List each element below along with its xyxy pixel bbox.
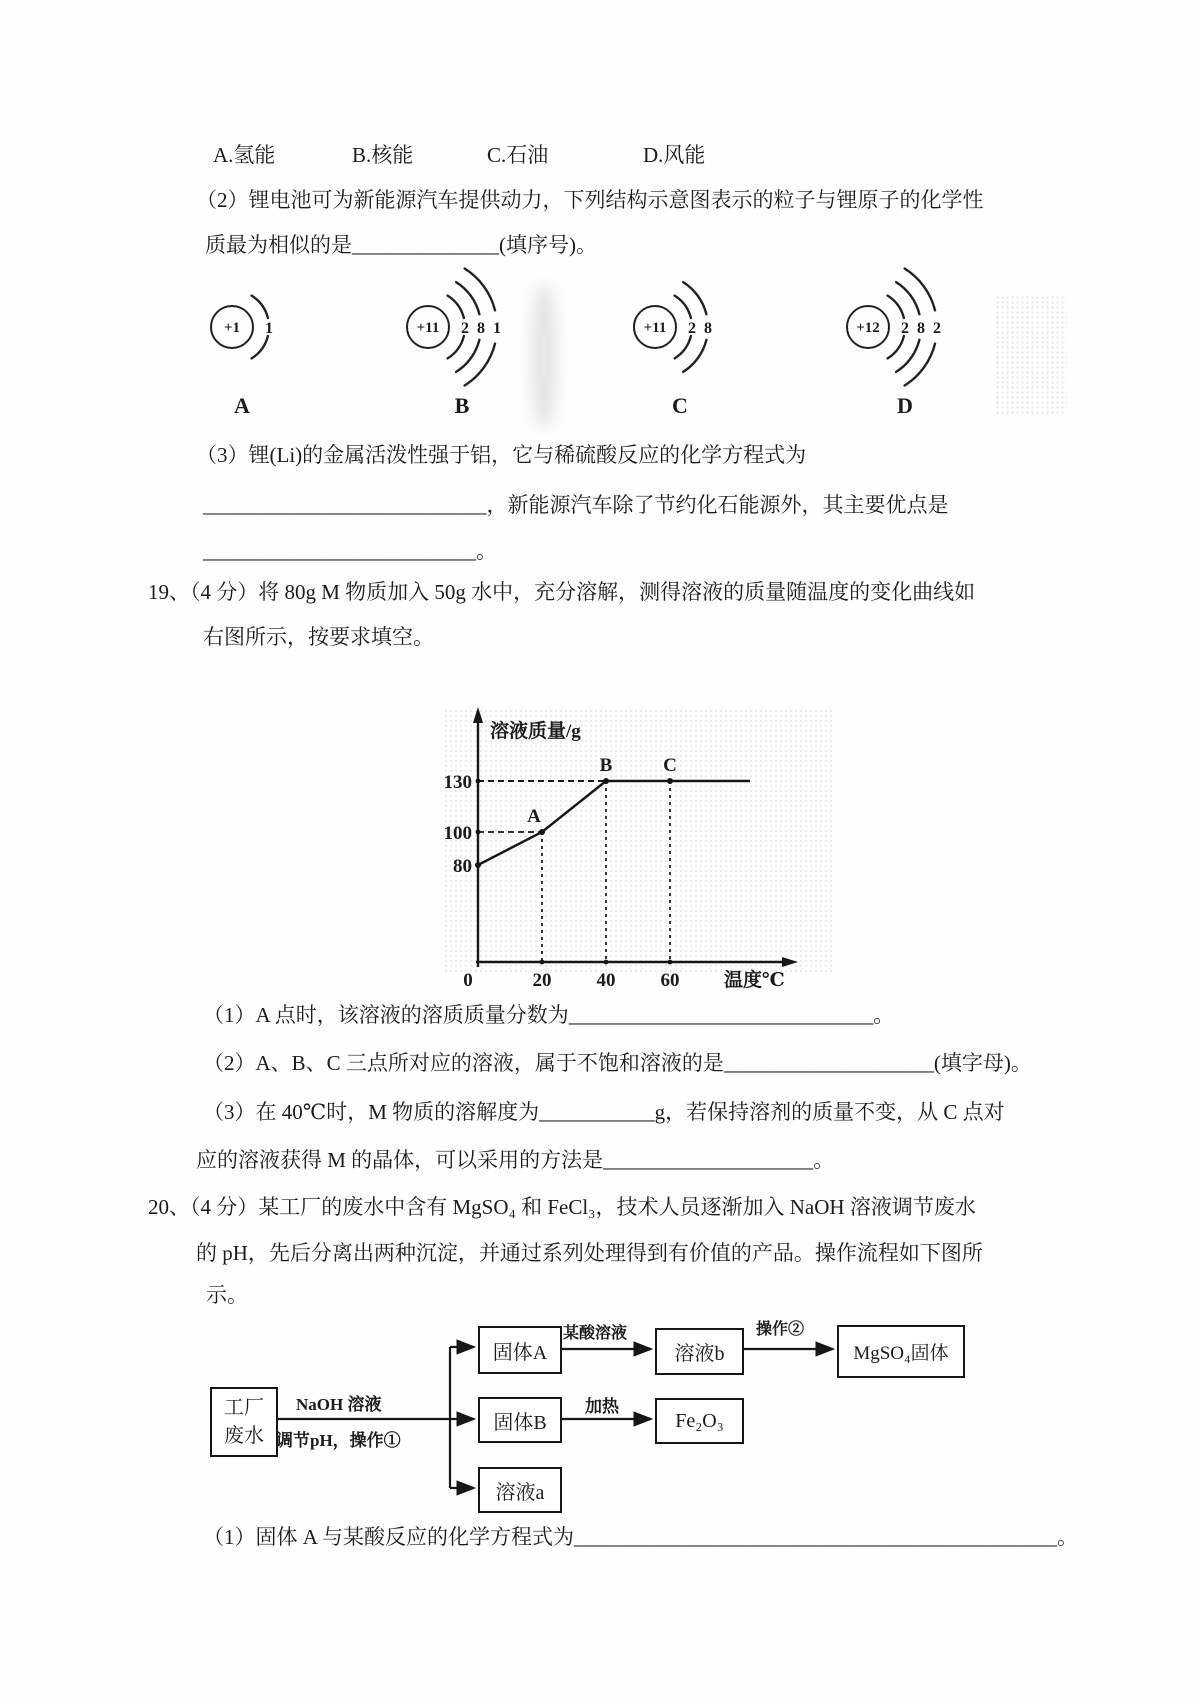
q20-stem-line3: 示。 bbox=[206, 1283, 248, 1307]
flow-box-solution-a: 溶液a bbox=[478, 1467, 562, 1513]
option-a: A.氢能 bbox=[213, 143, 276, 167]
svg-text:100: 100 bbox=[443, 823, 472, 844]
flow-label-heat: 加热 bbox=[585, 1397, 619, 1416]
svg-text:2: 2 bbox=[933, 320, 941, 337]
solution-mass-graph-canvas bbox=[430, 655, 840, 995]
flow-box-factory-wastewater bbox=[210, 1387, 278, 1457]
flow-label-adjust-ph: 调节pH，操作① bbox=[276, 1431, 401, 1450]
svg-text:+1: +1 bbox=[223, 320, 241, 336]
q20-stem-line1: 20、（4 分）某工厂的废水中含有 MgSO₄ 和 FeCl₃，技术人员逐渐加入 NaOH 溶液调节废水 bbox=[148, 1195, 976, 1219]
flow-label-naoh: NaOH 溶液 bbox=[296, 1395, 382, 1414]
q18-part3-line2: ___________________________，新能源汽车除了节约化石能源外，其主要优点是 bbox=[203, 493, 949, 517]
svg-text:D: D bbox=[897, 393, 913, 418]
svg-text:2: 2 bbox=[461, 320, 469, 337]
svg-text:C: C bbox=[672, 393, 688, 418]
svg-text:1: 1 bbox=[265, 320, 273, 337]
svg-text:溶液质量/g: 溶液质量/g bbox=[490, 721, 581, 742]
svg-text:1: 1 bbox=[493, 320, 501, 337]
flow-box-mgso4-product: MgSO₄固体 bbox=[837, 1325, 965, 1378]
q19-stem-line2: 右图所示，按要求填空。 bbox=[203, 625, 434, 649]
svg-text:130: 130 bbox=[443, 772, 472, 793]
flow-label-acid: 某酸溶液 bbox=[563, 1325, 628, 1342]
svg-text:A: A bbox=[234, 393, 250, 418]
q20-sub1: （1）固体 A 与某酸反应的化学方程式为______________________________________________。 bbox=[203, 1525, 1079, 1549]
flow-box-solid-a: 固体A bbox=[478, 1326, 562, 1374]
svg-text:B: B bbox=[599, 755, 613, 776]
scan-artifact bbox=[531, 282, 557, 430]
q20-stem-line2: 的 pH，先后分离出两种沉淀，并通过系列处理得到有价值的产品。操作流程如下图所 bbox=[196, 1241, 983, 1265]
factory-line2: 废水 bbox=[224, 1425, 264, 1447]
q19-sub3-line1: （3）在 40℃时，M 物质的溶解度为___________g，若保持溶剂的质量不变，从 C 点对 bbox=[203, 1100, 1005, 1124]
svg-text:2: 2 bbox=[901, 320, 909, 337]
q18-part3-line1: （3）锂(Li)的金属活泼性强于铝，它与稀硫酸反应的化学方程式为 bbox=[196, 443, 807, 467]
q18-part3-line3: __________________________。 bbox=[203, 539, 497, 563]
atomic-structure-diagrams bbox=[190, 255, 1000, 423]
svg-text:0: 0 bbox=[463, 970, 473, 991]
svg-text:20: 20 bbox=[532, 970, 552, 991]
option-b: B.核能 bbox=[352, 143, 414, 167]
scan-artifact bbox=[995, 295, 1067, 415]
flow-box-solid-b: 固体B bbox=[478, 1397, 562, 1443]
flow-box-solution-b: 溶液b bbox=[655, 1328, 744, 1375]
svg-text:8: 8 bbox=[704, 320, 712, 337]
q19-stem-line1: 19、（4 分）将 80g M 物质加入 50g 水中，充分溶解，测得溶液的质量随温度的变化曲线如 bbox=[148, 580, 976, 604]
svg-text:8: 8 bbox=[477, 320, 485, 337]
q18-part2-line1: （2）锂电池可为新能源汽车提供动力，下列结构示意图表示的粒子与锂原子的化学性 bbox=[196, 188, 984, 212]
svg-text:A: A bbox=[527, 806, 541, 827]
svg-text:40: 40 bbox=[596, 970, 616, 991]
svg-text:60: 60 bbox=[660, 970, 680, 991]
q19-sub2: （2）A、B、C 三点所对应的溶液，属于不饱和溶液的是____________________(填字母)。 bbox=[203, 1051, 1032, 1075]
svg-text:C: C bbox=[663, 755, 677, 776]
svg-text:B: B bbox=[454, 393, 470, 418]
svg-text:+11: +11 bbox=[643, 320, 667, 336]
option-c: C.石油 bbox=[487, 143, 549, 167]
option-d: D.风能 bbox=[643, 143, 706, 167]
q18-part2-line2: 质最为相似的是______________(填序号)。 bbox=[205, 233, 597, 257]
flow-box-fe2o3: Fe₂O₃ bbox=[655, 1398, 744, 1444]
svg-text:温度℃: 温度℃ bbox=[724, 970, 785, 991]
flow-label-op2: 操作② bbox=[756, 1321, 805, 1338]
svg-text:80: 80 bbox=[453, 856, 472, 877]
solution-mass-graph bbox=[430, 655, 840, 995]
q19-sub1: （1）A 点时，该溶液的溶质质量分数为_____________________________。 bbox=[203, 1003, 895, 1027]
svg-text:2: 2 bbox=[688, 320, 696, 337]
svg-text:+12: +12 bbox=[856, 320, 880, 336]
svg-text:+11: +11 bbox=[416, 320, 440, 336]
svg-text:8: 8 bbox=[917, 320, 925, 337]
factory-line1: 工厂 bbox=[224, 1397, 264, 1419]
q19-sub3-line2: 应的溶液获得 M 的晶体，可以采用的方法是____________________。 bbox=[196, 1148, 835, 1172]
